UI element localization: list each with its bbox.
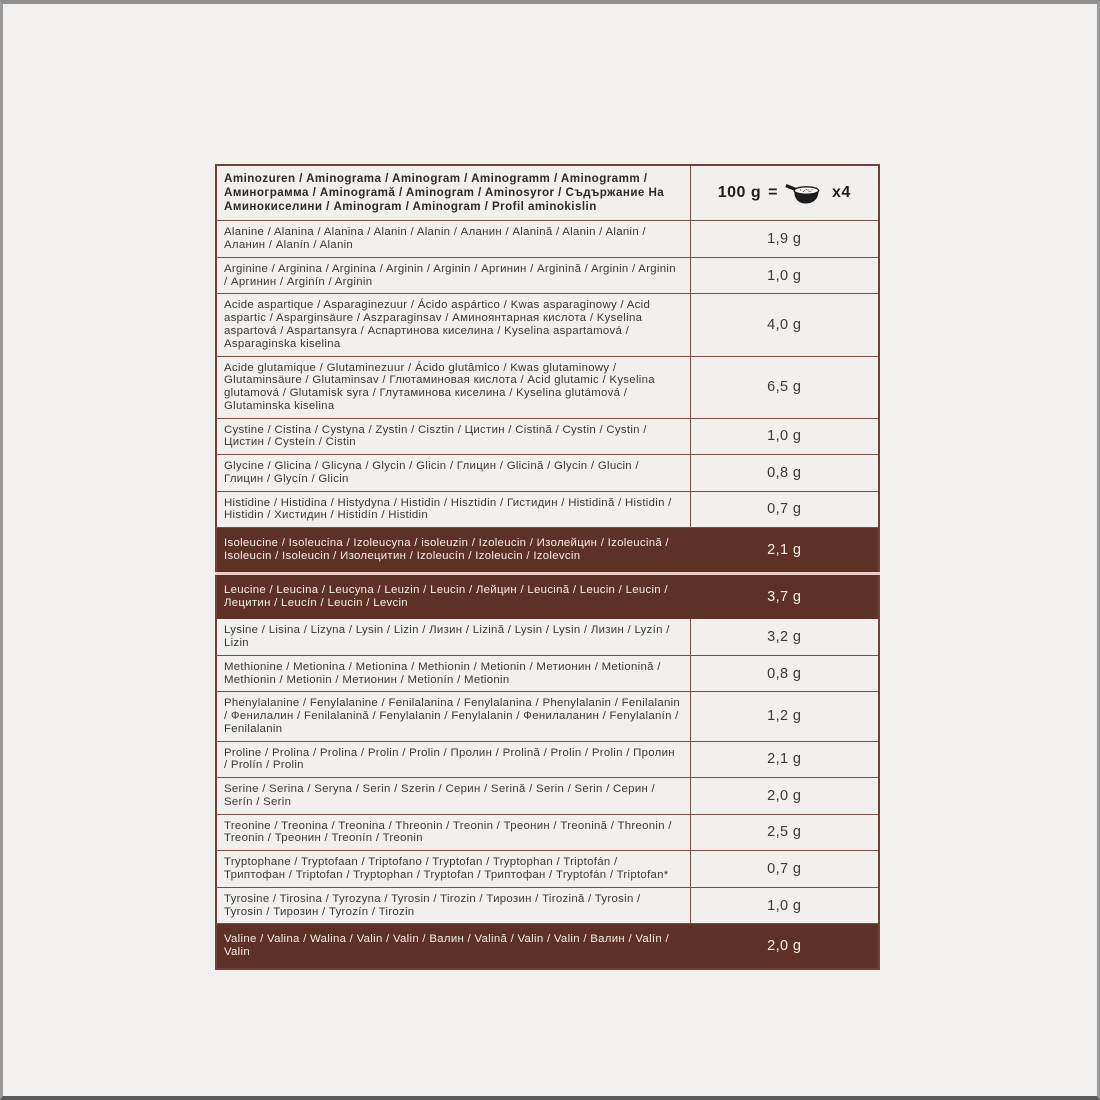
amino-acid-names: Isoleucine / Isoleucina / Izoleucyna / isoleuzin / Izoleucin / Изолейцин / Izoleucină / Isoleucin / Isoleucin / Изолецитин / Izoleucín / Izoleucin / Izolevcin — [216, 528, 690, 574]
amino-acid-value: 2,1 g — [690, 528, 879, 574]
amino-acid-names: Serine / Serina / Seryna / Serin / Szerin / Серин / Serină / Serin / Serin / Серин / Serín / Serin — [216, 778, 690, 815]
amino-acid-value: 1,0 g — [690, 418, 879, 455]
amino-acid-value: 3,2 g — [690, 619, 879, 656]
amino-acid-names: Leucine / Leucina / Leucyna / Leuzin / Leucin / Лейцин / Leucină / Leucin / Leucin / Лецитин / Leucín / Leucin / Levcin — [216, 573, 690, 619]
table-row — [216, 887, 879, 924]
amino-acid-value: 3,7 g — [690, 573, 879, 619]
amino-acid-value: 1,0 g — [690, 257, 879, 294]
table-row — [216, 257, 879, 294]
table-row — [216, 814, 879, 851]
amino-acid-value: 2,1 g — [690, 741, 879, 778]
amino-acid-value: 0,8 g — [690, 455, 879, 492]
serving-multiplier: x4 — [831, 184, 851, 202]
amino-acid-names: Arginine / Arginina / Arginina / Arginin / Arginin / Аргинин / Arginină / Arginin / Arginin / Аргинин / Arginín / Arginin — [216, 257, 690, 294]
amino-acid-value: 1,0 g — [690, 887, 879, 924]
amino-acid-value: 6,5 g — [690, 356, 879, 418]
amino-acid-value: 2,0 g — [690, 778, 879, 815]
table-row — [216, 741, 879, 778]
serving-header — [690, 165, 879, 221]
measuring-scoop-icon — [785, 181, 825, 206]
table-row — [216, 655, 879, 692]
table-row — [216, 356, 879, 418]
amino-acid-value: 1,9 g — [690, 221, 879, 258]
amino-acid-names: Tyrosine / Tirosina / Tyrozyna / Tyrosin / Tirozin / Тирозин / Tirozină / Tyrosin / Tyrosin / Тирозин / Tyrozín / Tirozin — [216, 887, 690, 924]
table-row — [216, 455, 879, 492]
table-row — [216, 294, 879, 356]
equals-sign: = — [768, 184, 778, 202]
amino-rows — [216, 221, 879, 969]
amino-acid-names: Glycine / Glicina / Glicyna / Glycin / Glicin / Глицин / Glicină / Glycin / Glucin / Глицин / Glycín / Glicin — [216, 455, 690, 492]
aminogram-title: Aminozuren / Aminograma / Aminogram / Aminogramm / Aminogramm / Аминограмма / Aminogramă / Aminogram / Aminosyror / Съдържание На Аминокиселини / Aminogram / Aminogram / Profil aminokislin — [216, 165, 690, 221]
table-row — [216, 692, 879, 741]
table-row — [216, 491, 879, 528]
table-row — [216, 573, 879, 619]
amino-acid-value: 4,0 g — [690, 294, 879, 356]
amino-acid-value: 2,0 g — [690, 924, 879, 969]
table-row — [216, 528, 879, 574]
table-row — [216, 221, 879, 258]
table-header-row — [216, 165, 879, 221]
amino-acid-names: Histidine / Histidina / Histydyna / Histidin / Hisztidin / Гистидин / Histidină / Histidin / Histidin / Хистидин / Histidín / Histidin — [216, 491, 690, 528]
serving-amount: 100 g — [717, 184, 762, 202]
amino-acid-names: Proline / Prolina / Prolina / Prolin / Prolin / Пролин / Prolină / Prolin / Prolin / Пролин / Prolín / Prolin — [216, 741, 690, 778]
table-row — [216, 619, 879, 656]
amino-acid-names: Phenylalanine / Fenylalanine / Fenilalanina / Fenylalanina / Phenylalanin / Fenilalanin / Фенилалин / Fenilalanină / Fenylalanin / Fenylalanin / Фенилаланин / Fenylalanín / Fenilalanin — [216, 692, 690, 741]
amino-acid-value: 2,5 g — [690, 814, 879, 851]
amino-acid-names: Methionine / Metionina / Metionina / Methionin / Metionin / Метионин / Metionină / Methionin / Metionin / Метионин / Metionín / Metionin — [216, 655, 690, 692]
amino-acid-names: Cystine / Cistina / Cystyna / Zystin / Cisztin / Цистин / Cistină / Cystin / Cystin / Цистин / Cysteín / Cistin — [216, 418, 690, 455]
amino-acid-names: Tryptophane / Tryptofaan / Triptofano / Tryptofan / Tryptophan / Triptofán / Триптофан / Triptofan / Tryptophan / Tryptofan / Триптофан / Tryptofán / Triptofan* — [216, 851, 690, 888]
table-row — [216, 418, 879, 455]
amino-acid-names: Valine / Valina / Walina / Valin / Valin / Валин / Valină / Valin / Valin / Валин / Valín / Valin — [216, 924, 690, 969]
amino-acid-names: Lysine / Lisina / Lizyna / Lysin / Lizin / Лизин / Lizină / Lysin / Lysin / Лизин / Lyzín / Lizin — [216, 619, 690, 656]
amino-acid-names: Alanine / Alanina / Alanina / Alanin / Alanin / Аланин / Alanină / Alanin / Alanin / Аланин / Alanín / Alanin — [216, 221, 690, 258]
table-row — [216, 851, 879, 888]
amino-acid-names: Acide aspartique / Asparaginezuur / Ácido aspártico / Kwas asparaginowy / Acid aspartic / Asparginsäure / Aszparaginsav / Аминоянтарная кислота / Kyselina aspartová / Aspartansyra / Аспартинова киселина / Kyselina aspartamová / Asparaginska kiselina — [216, 294, 690, 356]
amino-acid-names: Treonine / Treonina / Treonina / Threonin / Treonin / Треонин / Treonină / Threonin / Treonin / Треонин / Treonín / Treonin — [216, 814, 690, 851]
aminogram-table — [215, 164, 880, 970]
amino-acid-value: 1,2 g — [690, 692, 879, 741]
amino-acid-value: 0,8 g — [690, 655, 879, 692]
amino-acid-names: Acide glutamique / Glutaminezuur / Ácido glutâmico / Kwas glutaminowy / Glutaminsäure / Glutaminsav / Глютаминовая кислота / Acid glutamic / Kyselina glutamová / Glutamisk syra / Глутаминова киселина / Kyselina glutámová / Glutaminska kiselina — [216, 356, 690, 418]
table-row — [216, 778, 879, 815]
amino-acid-value: 0,7 g — [690, 491, 879, 528]
table-row — [216, 924, 879, 969]
amino-acid-value: 0,7 g — [690, 851, 879, 888]
serving-equation — [718, 181, 851, 206]
